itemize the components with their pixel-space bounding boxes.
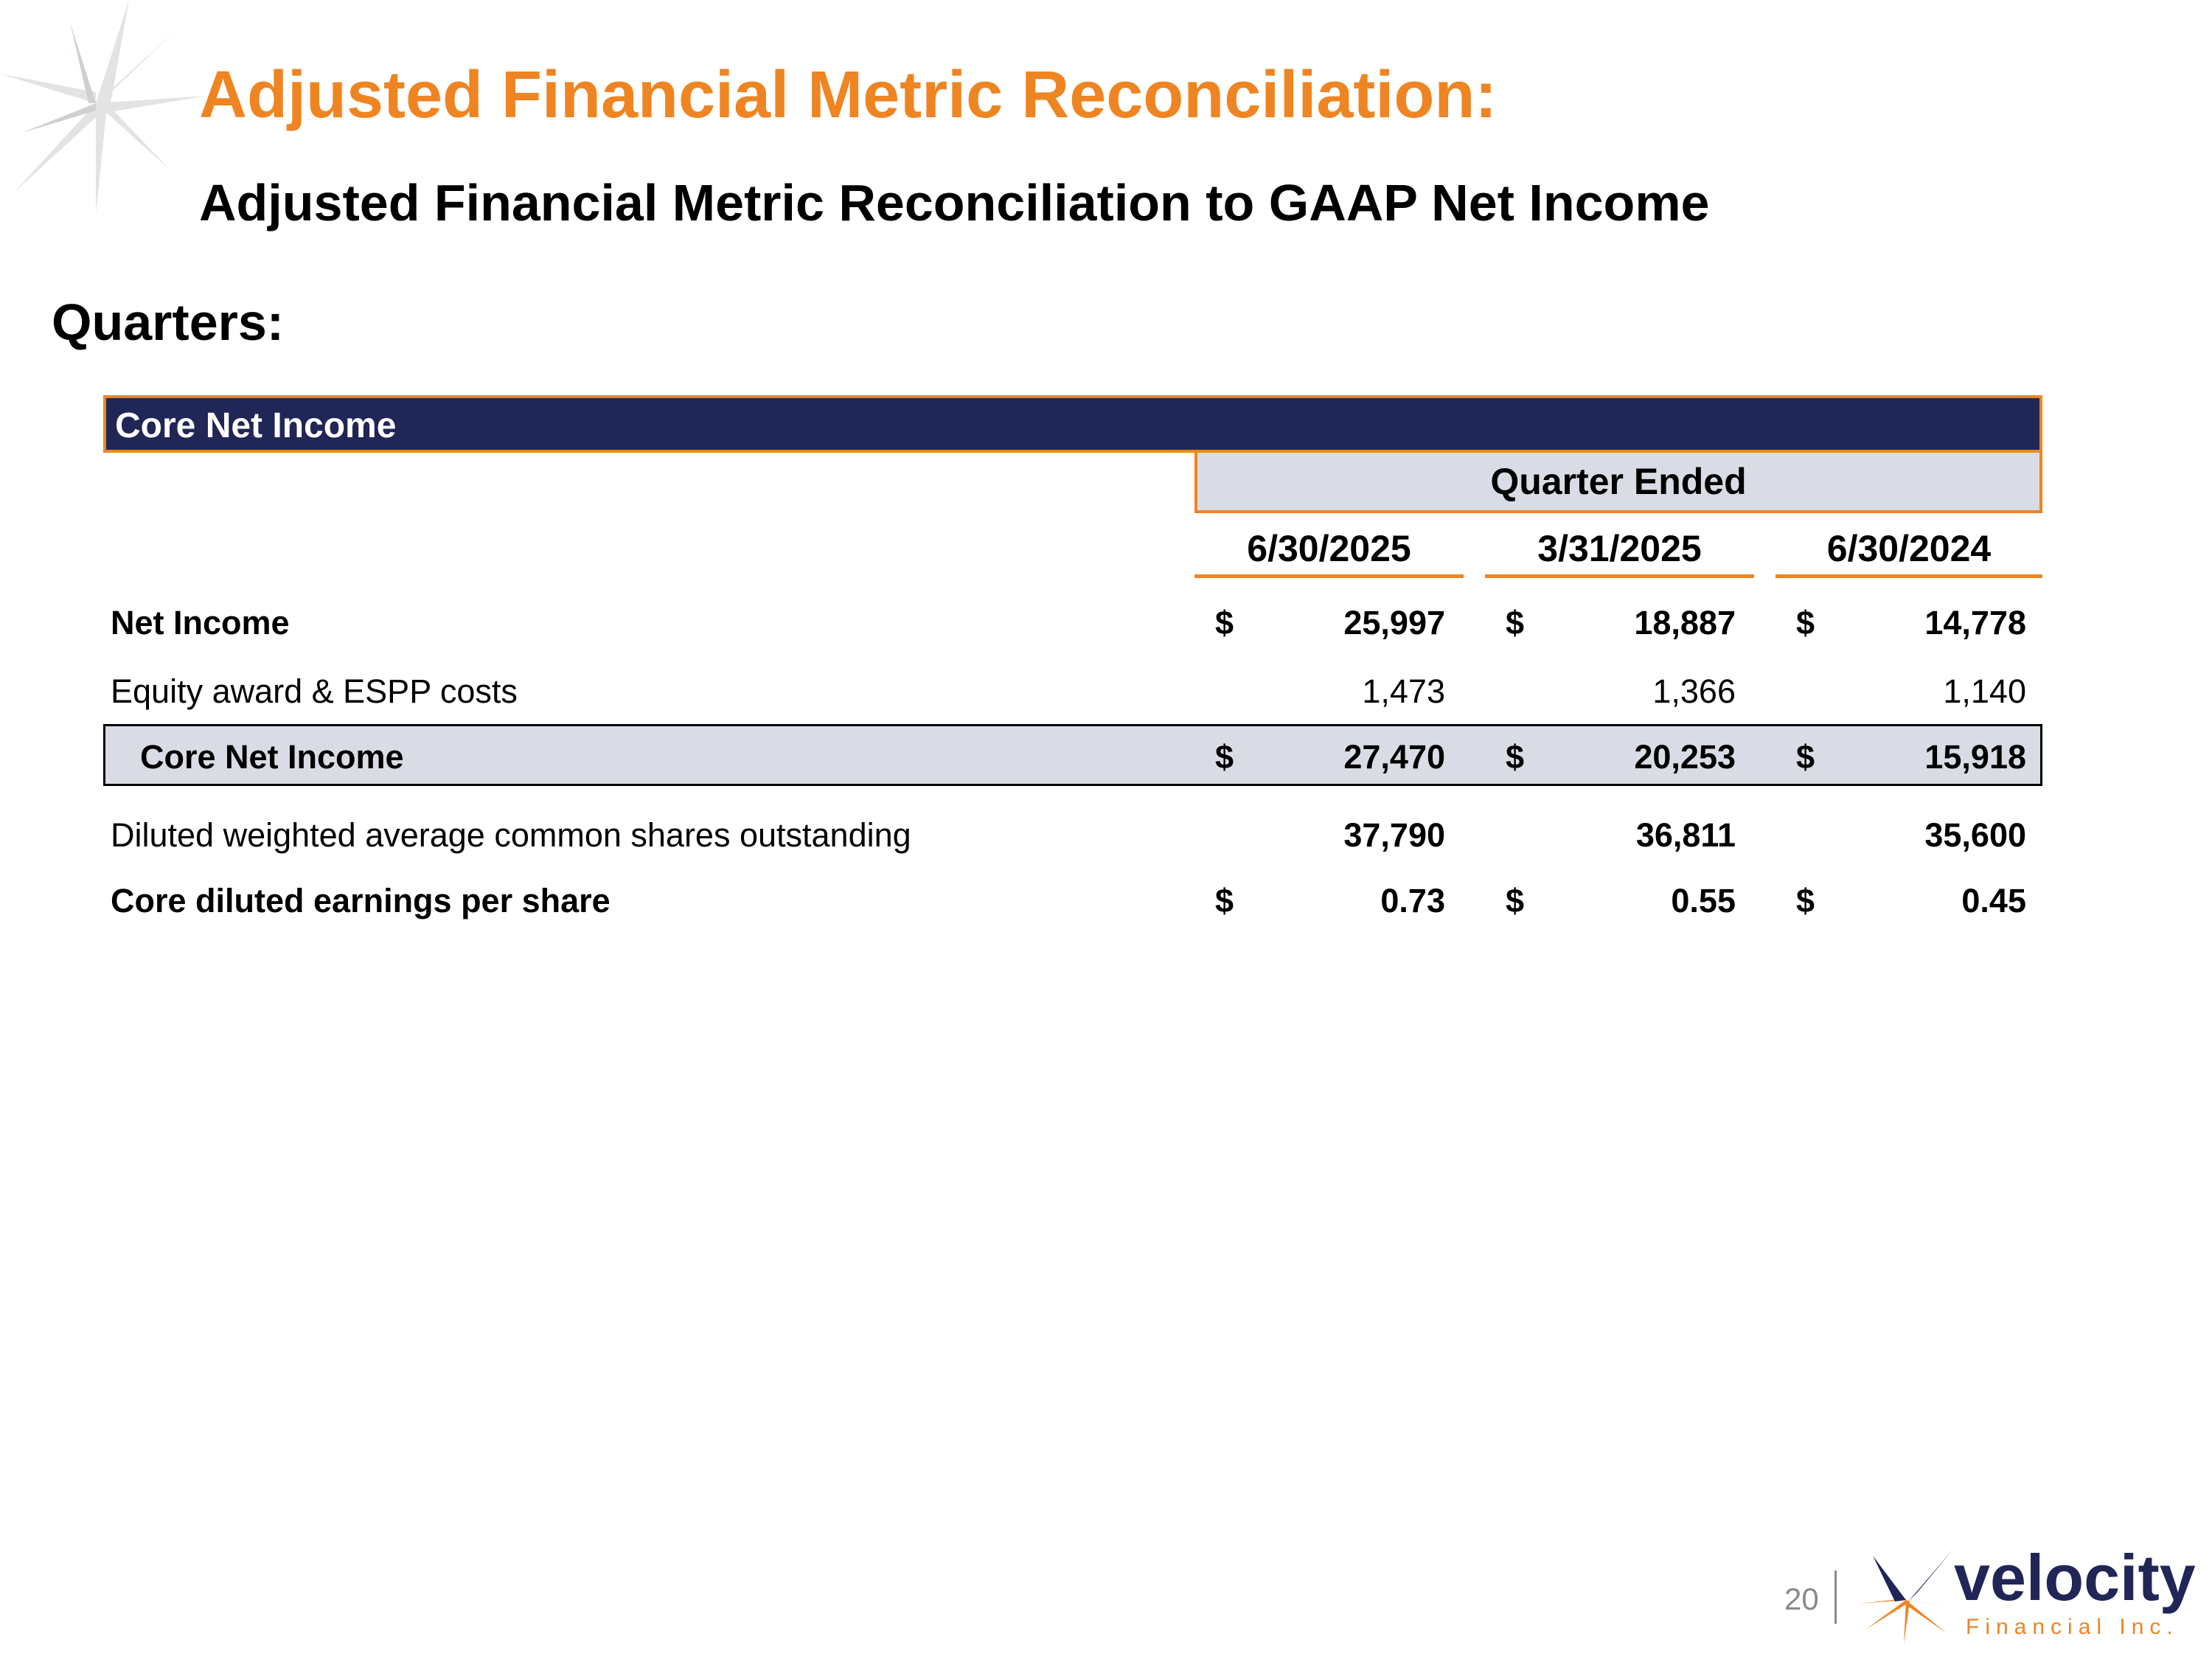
table-cell-value: 14,778 <box>1924 604 2026 641</box>
table-cell-value: 25,997 <box>1343 604 1445 641</box>
column-header-date: 6/30/2024 <box>1775 526 2042 578</box>
table-cell-value: 18,887 <box>1634 604 1736 641</box>
table-cell-value: 1,366 <box>1652 672 1736 710</box>
row-label-equity-award: Equity award & ESPP costs <box>111 672 518 710</box>
table-cell-value: 35,600 <box>1924 816 2026 854</box>
table-cell-value: 20,253 <box>1634 738 1736 776</box>
table-cell-value: 0.45 <box>1961 882 2026 919</box>
row-label-core-eps: Core diluted earnings per share <box>111 882 611 919</box>
row-label-net-income: Net Income <box>111 604 290 641</box>
currency-symbol: $ <box>1506 882 1525 919</box>
quarter-ended-header <box>1194 453 2042 513</box>
footer-divider <box>1834 1571 1837 1624</box>
quarter-ended-label: Quarter Ended <box>1490 461 1747 502</box>
table-cell-value: 15,918 <box>1924 738 2026 776</box>
table-cell-value: 37,790 <box>1343 816 1445 854</box>
table-cell-value: 27,470 <box>1343 738 1445 776</box>
velocity-logo-subtext: Financial Inc. <box>1966 1615 2179 1639</box>
table-header-label: Core Net Income <box>115 406 397 445</box>
table-cell-value: 1,140 <box>1943 672 2026 710</box>
table-cell-value: 0.73 <box>1380 882 1445 919</box>
currency-symbol: $ <box>1215 738 1234 776</box>
page-subtitle: Adjusted Financial Metric Reconciliation to GAAP Net Income <box>199 174 1710 232</box>
table-cell-value: 36,811 <box>1635 816 1736 854</box>
currency-symbol: $ <box>1796 604 1815 641</box>
row-label-diluted-shares: Diluted weighted average common shares outstanding <box>111 816 911 854</box>
currency-symbol: $ <box>1215 604 1234 641</box>
column-header-date: 3/31/2025 <box>1485 526 1754 578</box>
currency-symbol: $ <box>1506 604 1525 641</box>
currency-symbol: $ <box>1796 882 1815 919</box>
velocity-logo-text: velocity <box>1954 1541 2196 1614</box>
page-title: Adjusted Financial Metric Reconciliation: <box>199 58 1498 132</box>
row-label-core-net-income: Core Net Income <box>140 738 404 776</box>
table-cell-value: 1,473 <box>1362 672 1445 710</box>
currency-symbol: $ <box>1506 738 1525 776</box>
page-number: 20 <box>1784 1582 1819 1616</box>
table-cell-value: 0.55 <box>1671 882 1736 919</box>
table-header-bar <box>103 395 2042 453</box>
velocity-logo-icon <box>1851 1541 1961 1652</box>
currency-symbol: $ <box>1796 738 1815 776</box>
corner-star-graphic <box>0 0 206 221</box>
column-header-date: 6/30/2025 <box>1194 526 1464 578</box>
currency-symbol: $ <box>1215 882 1234 919</box>
section-label: Quarters: <box>52 293 285 351</box>
